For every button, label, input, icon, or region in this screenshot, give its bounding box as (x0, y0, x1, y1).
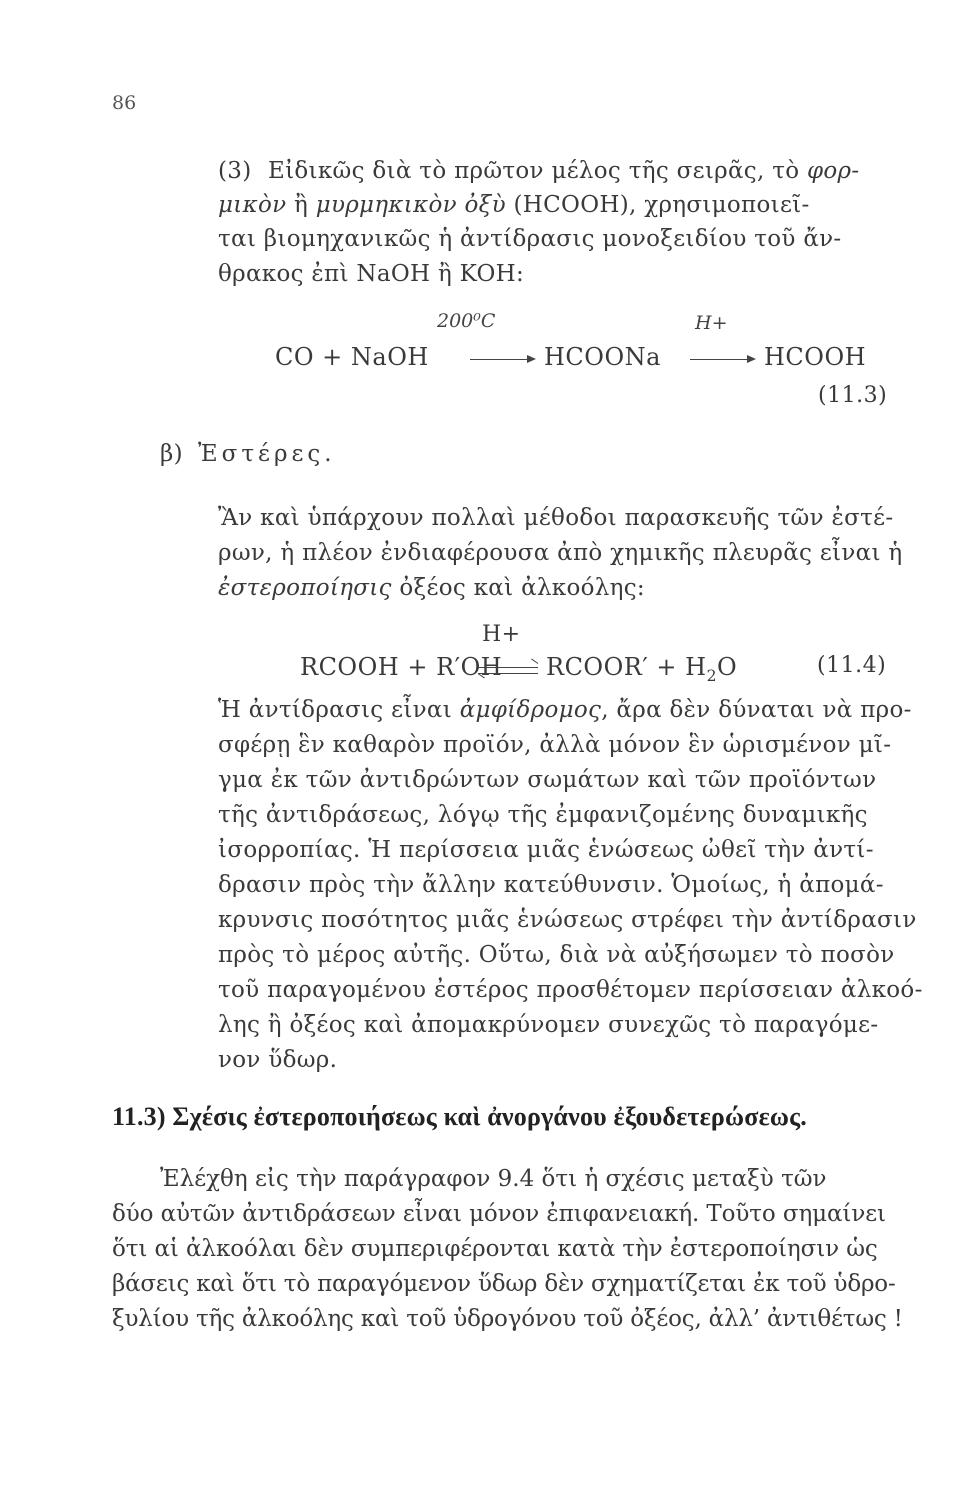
item-3-line-3: ται βιομηχανικῶς ἡ ἀντίδρασις μονοξειδίου τοῦ ἄν- (218, 226, 842, 252)
esters-intro-line-1: Ἂν καὶ ὑπάρχουν πολλαὶ μέθοδοι παρασκευῆς τῶν ἐστέ- (218, 505, 894, 531)
equilibrium-line-9: τοῦ παραγομένου ἐστέρος προσθέτομεν περίσσειαν ἀλκοό- (218, 977, 923, 1003)
equilibrium-line-2: σφέρῃ ἓν καθαρὸν προϊόν, ἀλλὰ μόνον ἓν ὡρισμένον μῖ- (218, 732, 892, 758)
ant-acid-term: μυρμηκικὸν ὀξὺ (315, 192, 506, 218)
formic-acid-term-cont: μικὸν (218, 192, 287, 218)
equilibrium-arrow (478, 666, 538, 676)
formula-text: (HCOOH), χρησιμοποιεῖ- (505, 192, 810, 218)
equation-right-text-end: O (717, 653, 738, 681)
equation-right-text: RCOOR′ + H (546, 653, 707, 681)
reaction-arrow-1 (470, 359, 534, 360)
esters-intro-line-2: ρων, ἡ πλέον ἐνδιαφέρουσα ἀπὸ χημικῆς πλευρᾶς εἶναι ἡ (218, 540, 903, 566)
reaction-arrow-2 (690, 359, 754, 360)
section-11-3-line-3: ὅτι αἱ ἀλκοόλαι δὲν συμπεριφέρονται κατὰ τὴν ἐστεροποίησιν ὡς (112, 1236, 878, 1262)
esterification-term: ἐστεροποίησις (218, 575, 392, 601)
section-b-title: Ἐστέρες. (198, 441, 336, 467)
equation-number-11-4: (11.4) (817, 653, 887, 678)
section-11-3-line-2: δύο αὐτῶν ἀντιδράσεων εἶναι μόνον ἐπιφανειακή. Τοῦτο σημαίνει (112, 1201, 886, 1227)
equilibrium-text: Ἡ ἀντίδρασις εἶναι (218, 697, 460, 723)
item-3-line-2 (218, 189, 810, 221)
section-11-3-line-5: ξυλίου τῆς ἀλκοόλης καὶ τοῦ ὑδρογόνου τοῦ ὀξέος, ἀλλ’ ἀντιθέτως ! (112, 1306, 903, 1332)
equation-subscript: 2 (706, 666, 718, 685)
equilibrium-line-3: γμα ἐκ τῶν ἀντιδρώντων σωμάτων καὶ τῶν προϊόντων (218, 767, 877, 793)
equilibrium-line-8: πρὸς τὸ μέρος αὐτῆς. Οὕτω, διὰ νὰ αὐξήσωμεν τὸ ποσὸν (218, 942, 895, 968)
formic-acid-term: φορ- (807, 158, 860, 184)
equation-left-side: RCOOH + R′OH (300, 653, 503, 681)
reaction-condition-temperature: 200⁰C (437, 310, 496, 332)
equilibrium-line-6: δρασιν πρὸς τὴν ἄλλην κατεύθυνσιν. Ὁμοίως, ἡ ἀπομά- (218, 872, 884, 898)
esters-intro-line-3 (218, 572, 645, 604)
reversible-term: ἀμφίδρομος (459, 697, 602, 723)
equation-reactants: CO + NaOH (275, 343, 429, 371)
section-11-3-line-1: Ἐλέχθη εἰς τὴν παράγραφον 9.4 ὅτι ἡ σχέσις μεταξὺ τῶν (160, 1166, 827, 1192)
reaction-condition-acid: H+ (695, 312, 728, 334)
section-11-3-line-4: βάσεις καὶ ὅτι τὸ παραγόμενον ὕδωρ δὲν σχηματίζεται ἐκ τοῦ ὑδρο- (112, 1271, 896, 1297)
equation-product: HCOOH (764, 343, 867, 371)
equilibrium-line-10: λης ἢ ὀξέος καὶ ἀπομακρύνομεν συνεχῶς τὸ παραγόμε- (218, 1012, 879, 1038)
equation-number-11-3: (11.3) (818, 383, 888, 408)
item-3-label: (3) (218, 158, 252, 184)
equation-right-side (546, 653, 737, 685)
section-b-label: β) (160, 441, 183, 467)
item-3-line-4: θρακος ἐπὶ NaOH ἢ KOH: (218, 261, 525, 287)
equilibrium-line-4: τῆς ἀντιδράσεως, λόγῳ τῆς ἐμφανιζομένης δυναμικῆς (218, 802, 868, 828)
item-3-text: Εἰδικῶς διὰ τὸ πρῶτον μέλος τῆς σειρᾶς, τὸ (268, 158, 807, 184)
equilibrium-text-end: , ἄρα δὲν δύναται νὰ προ- (601, 697, 912, 723)
section-heading-11-3: 11.3) Σχέσις ἐστεροποιήσεως καὶ ἀνοργάνου ἐξουδετερώσεως. (112, 1102, 807, 1131)
page-number: 86 (112, 92, 137, 114)
equilibrium-line-11: νον ὕδωρ. (218, 1047, 338, 1073)
conjunction-text: ἢ (286, 192, 316, 218)
esters-intro-text: ὀξέος καὶ ἀλκοόλης: (391, 575, 645, 601)
equilibrium-line-1 (218, 694, 912, 726)
item-3-line-1 (268, 155, 918, 187)
equilibrium-line-7: κρυνσις ποσότητος μιᾶς ἑνώσεως στρέφει τὴν ἀντίδρασιν (218, 907, 917, 933)
equilibrium-line-5: ἰσορροπίας. Ἡ περίσσεια μιᾶς ἑνώσεως ὠθεῖ τὴν ἀντί- (218, 837, 874, 863)
equation-intermediate: HCOONa (544, 343, 661, 371)
equation-catalyst: H+ (482, 622, 521, 647)
